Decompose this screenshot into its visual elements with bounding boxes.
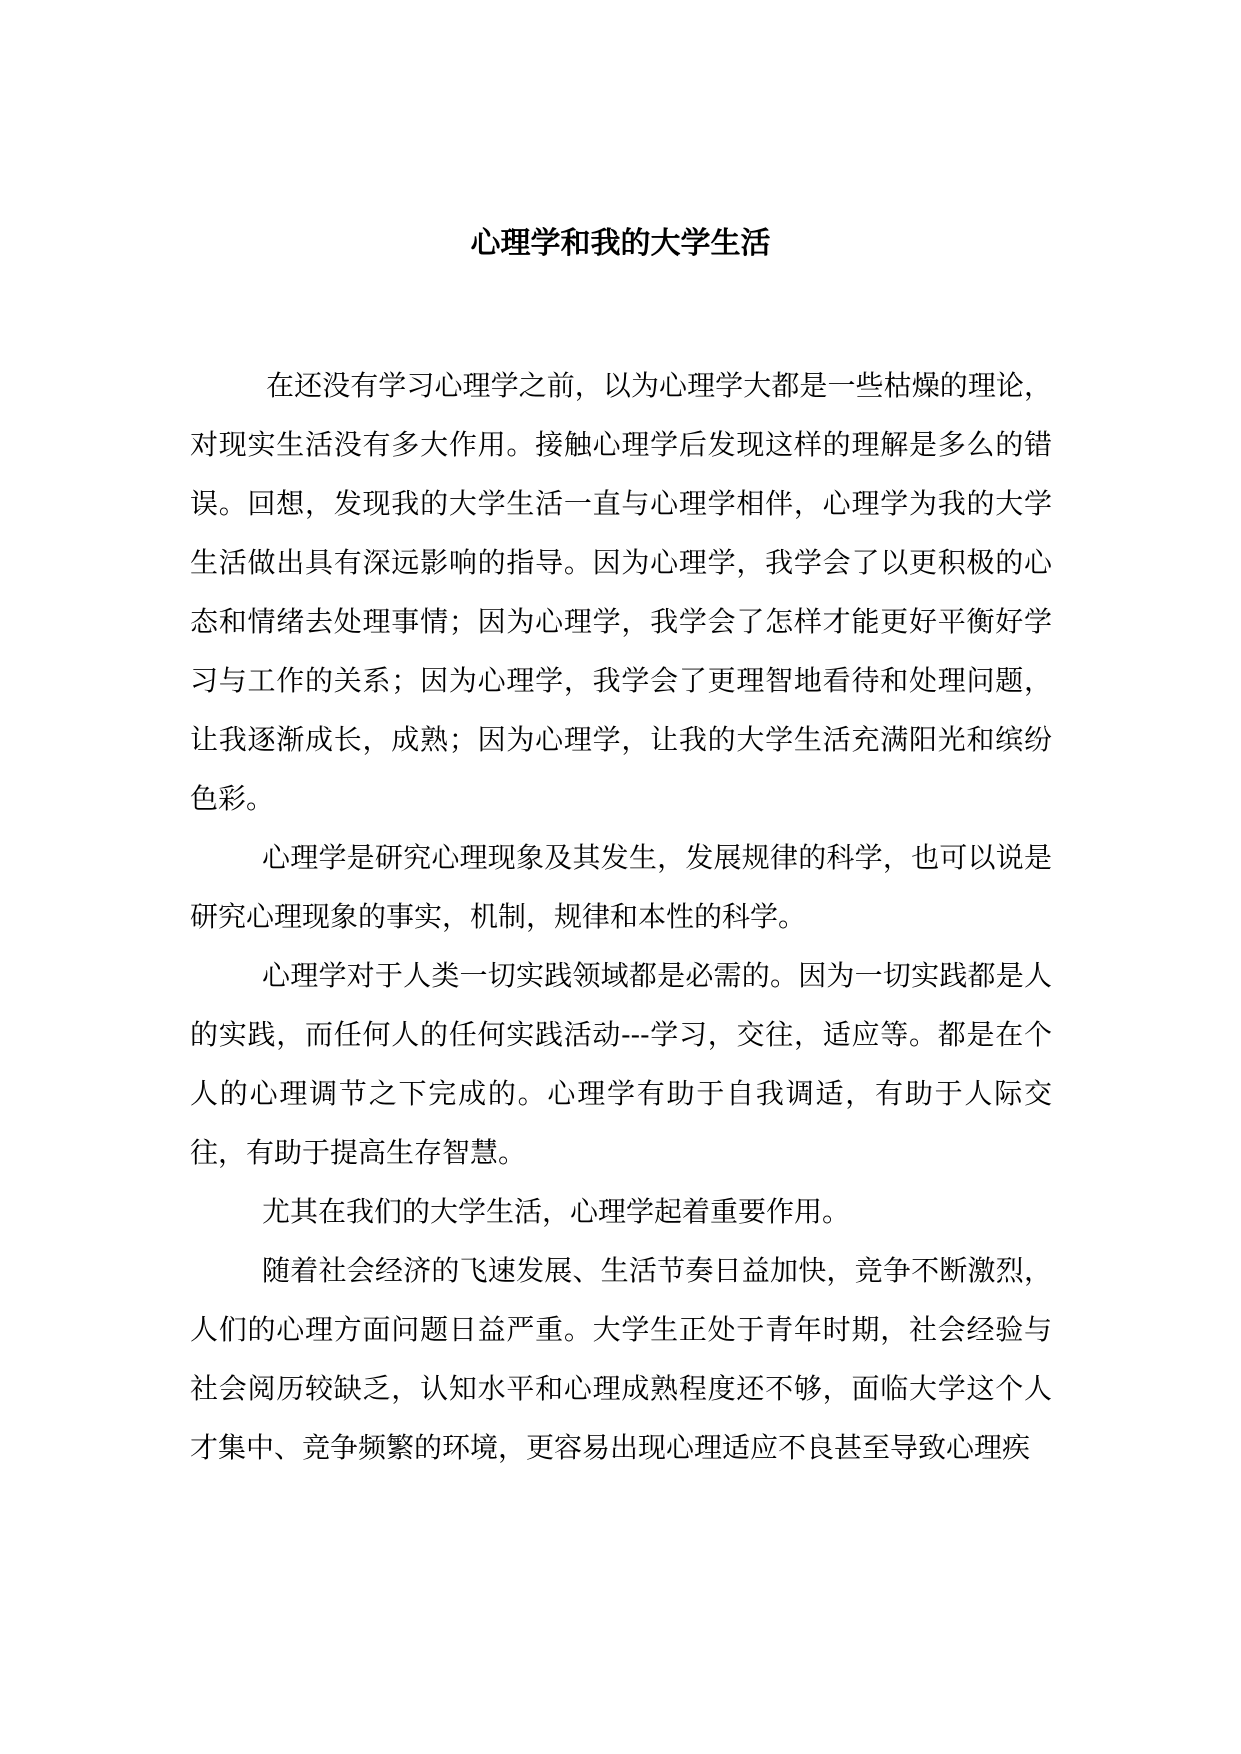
paragraph-3: 心理学对于人类一切实践领域都是必需的。因为一切实践都是人的实践，而任何人的任何实践活动---学习，交往，适应等。都是在个人的心理调节之下完成的。心理学有助于自我调适，有助于人际交往，有助于提高生存智慧。 [190,959,1052,1169]
paragraph-4: 尤其在我们的大学生活，心理学起着重要作用。 [262,1195,851,1228]
paragraph-5: 随着社会经济的飞速发展、生活节奏日益加快，竞争不断激烈，人们的心理方面问题日益严重。大学生正处于青年时期，社会经验与社会阅历较缺乏，认知水平和心理成熟程度还不够，面临大学这个人才集中、竞争频繁的环境，更容易出现心理适应不良甚至导致心理疾 [190,1254,1052,1464]
document-body [190,356,1052,1477]
paragraph-2: 心理学是研究心理现象及其发生，发展规律的科学，也可以说是研究心理现象的事实，机制，规律和本性的科学。 [190,841,1052,933]
document-title: 心理学和我的大学生活 [470,226,771,261]
paragraph-1: 在还没有学习心理学之前，以为心理学大都是一些枯燥的理论，对现实生活没有多大作用。接触心理学后发现这样的理解是多么的错误。回想，发现我的大学生活一直与心理学相伴，心理学为我的大学生活做出具有深远影响的指导。因为心理学，我学会了以更积极的心态和情绪去处理事情；因为心理学，我学会了怎样才能更好平衡好学习与工作的关系；因为心理学，我学会了更理智地看待和处理问题，让我逐渐成长，成熟；因为心理学，让我的大学生活充满阳光和缤纷色彩。 [190,369,1052,815]
